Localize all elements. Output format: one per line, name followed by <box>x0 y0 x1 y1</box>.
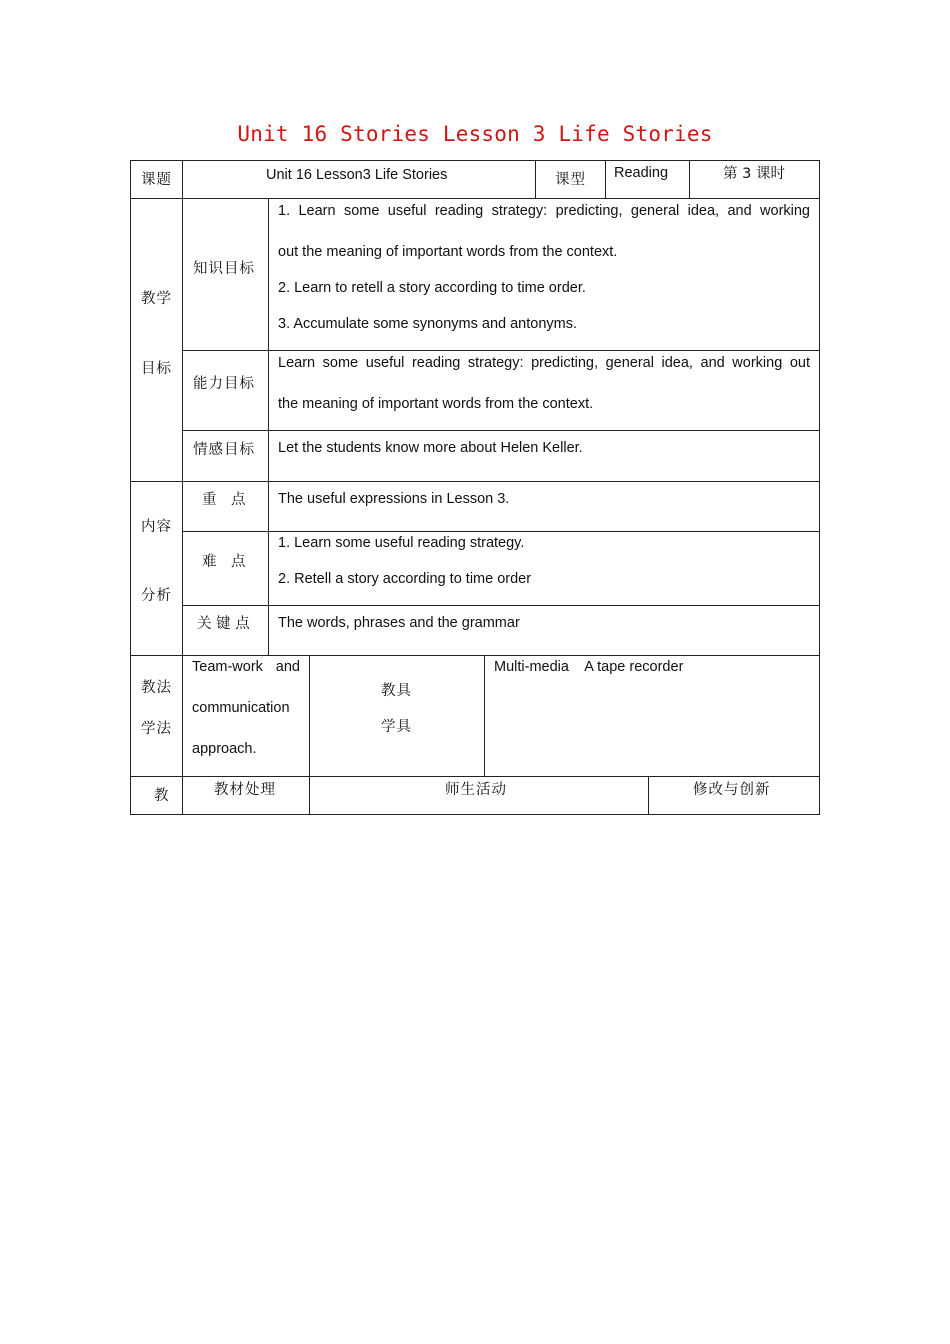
ability-line-1: Learn some useful reading strategy: predicting, general idea, and working out <box>278 355 810 371</box>
analysis-label-2: 分析 <box>141 588 172 604</box>
ability-label: 能力目标 <box>193 376 255 392</box>
type-label: 课型 <box>555 171 586 188</box>
type-value: Reading <box>614 165 669 181</box>
topic-label: 课题 <box>141 171 172 188</box>
footer-label-cell <box>130 776 183 815</box>
difficult-line-2: 2. Retell a story according to time order <box>278 571 532 587</box>
analysis-label-1: 内容 <box>141 519 172 535</box>
topic-value-cell <box>182 160 536 199</box>
revision-header: 修改与创新 <box>693 782 771 798</box>
crucial-label: 关 键 点 <box>197 616 250 632</box>
tools-value-cell <box>484 655 820 777</box>
type-label-cell <box>535 160 606 199</box>
method-line-3: approach. <box>192 741 257 757</box>
objectives-section-cell <box>130 198 183 482</box>
tools-value: Multi-media A tape recorder <box>494 659 684 675</box>
ability-line-2: the meaning of important words from the context. <box>278 396 594 412</box>
ability-label-cell <box>182 350 269 431</box>
knowledge-line-3: 2. Learn to retell a story according to time order. <box>278 280 586 296</box>
key-content-cell <box>268 481 820 532</box>
crucial-content-cell <box>268 605 820 656</box>
knowledge-label-cell <box>182 198 269 351</box>
activity-header: 师生活动 <box>445 782 507 798</box>
page-title: Unit 16 Stories Lesson 3 Life Stories <box>237 122 713 146</box>
objectives-label-1: 教学 <box>141 291 172 307</box>
topic-value: Unit 16 Lesson3 Life Stories <box>266 167 448 183</box>
method-line-2: communication <box>192 700 290 716</box>
footer-label: 教 <box>154 788 169 804</box>
difficult-label: 难 点 <box>202 554 246 570</box>
material-cell <box>182 776 310 815</box>
methods-content-cell <box>182 655 310 777</box>
key-text: The useful expressions in Lesson 3. <box>278 491 510 507</box>
emotion-label: 情感目标 <box>193 442 255 458</box>
knowledge-line-2: out the meaning of important words from the context. <box>278 244 618 260</box>
crucial-label-cell <box>182 605 269 656</box>
material-header: 教材处理 <box>214 782 276 798</box>
crucial-text: The words, phrases and the grammar <box>278 615 520 631</box>
difficult-line-1: 1. Learn some useful reading strategy. <box>278 535 525 551</box>
type-value-cell <box>605 160 690 199</box>
emotion-text: Let the students know more about Helen Keller. <box>278 440 583 456</box>
knowledge-label: 知识目标 <box>193 261 255 277</box>
analysis-section-cell <box>130 481 183 656</box>
key-label: 重 点 <box>202 492 246 508</box>
activity-cell <box>309 776 649 815</box>
revision-cell <box>648 776 820 815</box>
methods-label-cell <box>130 655 183 777</box>
key-label-cell <box>182 481 269 532</box>
method-line-1: Team-work and <box>192 659 300 675</box>
topic-label-cell <box>130 160 183 199</box>
methods-label-2: 学法 <box>141 721 172 737</box>
period-value: 第 3 课时 <box>723 166 785 182</box>
tools-label-cell <box>309 655 485 777</box>
difficult-content-cell <box>268 531 820 606</box>
period-cell <box>689 160 820 199</box>
difficult-label-cell <box>182 531 269 606</box>
tools-label-2: 学具 <box>381 719 412 735</box>
knowledge-content-cell <box>268 198 820 351</box>
knowledge-line-4: 3. Accumulate some synonyms and antonyms. <box>278 316 578 332</box>
methods-label-1: 教法 <box>141 680 172 696</box>
objectives-label-2: 目标 <box>141 361 172 377</box>
ability-content-cell <box>268 350 820 431</box>
emotion-label-cell <box>182 430 269 482</box>
knowledge-line-1: 1. Learn some useful reading strategy: predicting, general idea, and working <box>278 203 810 219</box>
tools-label-1: 教具 <box>381 683 412 699</box>
emotion-content-cell <box>268 430 820 482</box>
